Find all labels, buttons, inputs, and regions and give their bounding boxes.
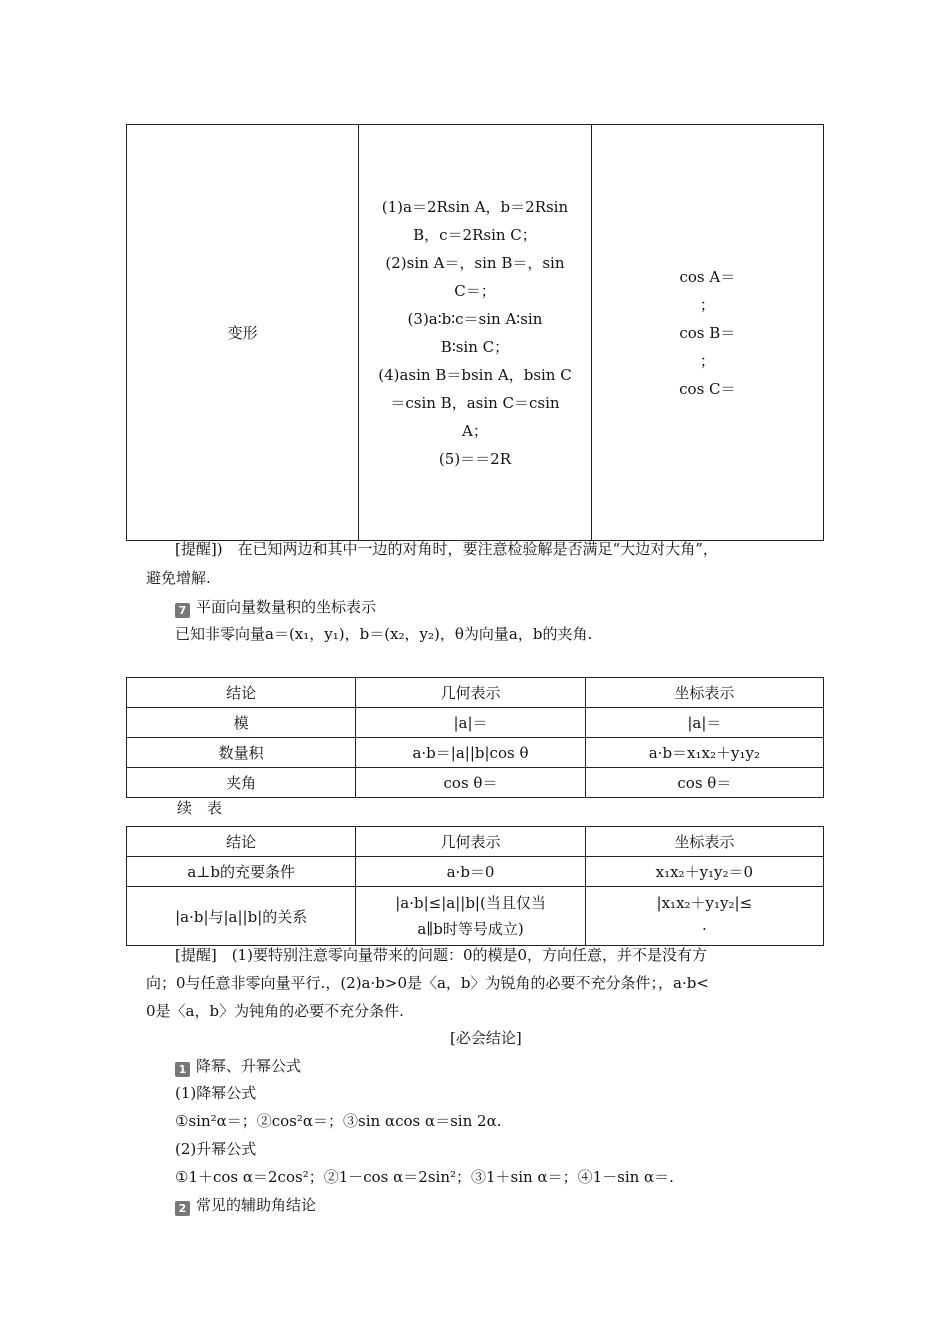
table-header-row — [127, 827, 824, 857]
section-1-sub2: (2)升幂公式 — [175, 1140, 257, 1158]
sine-rule-transforms — [359, 125, 591, 541]
continued-label: 续 表 — [177, 799, 223, 817]
sine-rule-line: (2)sin A＝，sin B＝，sin — [385, 253, 565, 272]
reminder-1-line2: 避免增解. — [146, 569, 211, 587]
section-7-heading — [175, 596, 376, 618]
table-row — [127, 768, 824, 798]
section-1-formula2: ①1＋cos α＝2cos²；②1－cos α＝2sin²；③1＋sin α＝；④1－sin α＝. — [175, 1168, 674, 1186]
cosine-rule-line: cos B＝ — [679, 323, 736, 342]
table-row — [127, 708, 824, 738]
header-geometric: 几何表示 — [356, 678, 585, 708]
section-2-heading — [175, 1194, 316, 1216]
cosine-rule-lines — [592, 263, 823, 403]
cell-line: · — [701, 920, 707, 938]
table-row — [127, 857, 824, 887]
cell-line: a∥b时等号成立) — [417, 920, 524, 938]
reminder-1-line1: [提醒]) 在已知两边和其中一边的对角时，要注意检验解是否满足“大边对大角”， — [175, 540, 718, 558]
cell-line: |x₁x₂＋y₁y₂|≤ — [656, 894, 753, 912]
sine-rule-line: (5)＝＝2R — [438, 449, 512, 468]
section-1-formula1: ①sin²α＝；②cos²α＝；③sin αcos α＝sin 2α. — [175, 1112, 502, 1130]
section-2-title: 常见的辅助角结论 — [196, 1196, 317, 1214]
geometric-cell — [356, 887, 585, 946]
coordinate-cell — [585, 887, 823, 946]
reminder-2-line3: 0是〈a，b〉为钝角的必要不充分条件. — [146, 1002, 404, 1020]
sine-rule-line: (1)a＝2Rsin A，b＝2Rsin — [381, 197, 569, 216]
sine-rule-line: A； — [462, 421, 488, 440]
coordinate-cell: |a|＝ — [585, 708, 823, 738]
sine-rule-line: B，c＝2Rsin C； — [413, 225, 537, 244]
section-7-title: 平面向量数量积的坐标表示 — [196, 598, 377, 616]
transform-table — [126, 124, 824, 541]
row-label: a⊥b的充要条件 — [127, 857, 356, 887]
section-number-icon: 1 — [175, 1062, 190, 1077]
section-1-title: 降幂、升幂公式 — [196, 1057, 302, 1075]
section-1-heading — [175, 1055, 301, 1077]
row-label: 夹角 — [127, 768, 356, 798]
geometric-cell: a·b＝|a||b|cos θ — [356, 738, 585, 768]
header-conclusion: 结论 — [127, 678, 356, 708]
geometric-cell: |a|＝ — [356, 708, 585, 738]
conclusions-title: [必会结论] — [450, 1029, 522, 1047]
sine-rule-line: (3)a∶b∶c＝sin A∶sin — [407, 309, 543, 328]
cosine-rule-line: ； — [699, 351, 715, 370]
reminder-2-line1: [提醒] (1)要特别注意零向量带来的问题：0的模是0，方向任意，并不是没有方 — [175, 946, 708, 964]
dot-product-table-continued — [126, 826, 824, 946]
table-row — [127, 887, 824, 946]
section-7-intro: 已知非零向量a＝(x₁，y₁)，b＝(x₂，y₂)，θ为向量a，b的夹角. — [175, 625, 593, 643]
header-geometric: 几何表示 — [356, 827, 585, 857]
section-1-sub1: (1)降幂公式 — [175, 1084, 257, 1102]
cosine-rule-line: cos C＝ — [679, 379, 736, 398]
reminder-2-line2: 向；0与任意非零向量平行.，(2)a·b>0是〈a，b〉为锐角的必要不充分条件；，a·b< — [146, 974, 709, 992]
geometric-cell: cos θ＝ — [356, 768, 585, 798]
table-row — [127, 738, 824, 768]
header-conclusion: 结论 — [127, 827, 356, 857]
sine-rule-line: B∶sin C； — [440, 337, 510, 356]
geometric-cell: a·b＝0 — [356, 857, 585, 887]
row-label: 模 — [127, 708, 356, 738]
row-label: |a·b|与|a||b|的关系 — [127, 887, 356, 946]
table-header-row — [127, 678, 824, 708]
sine-rule-line: C＝； — [454, 281, 496, 300]
cosine-rule-line: cos A＝ — [679, 267, 736, 286]
row-label: 数量积 — [127, 738, 356, 768]
cosine-rule-transforms — [591, 125, 823, 541]
cosine-rule-line: ； — [699, 295, 715, 314]
header-coordinate: 坐标表示 — [585, 678, 823, 708]
coordinate-cell: x₁x₂＋y₁y₂＝0 — [585, 857, 823, 887]
header-coordinate: 坐标表示 — [585, 827, 823, 857]
sine-rule-line: ＝csin B，asin C＝csin — [390, 393, 560, 412]
section-number-icon: 7 — [175, 603, 190, 618]
dot-product-table — [126, 677, 824, 798]
coordinate-cell: cos θ＝ — [585, 768, 823, 798]
sine-rule-line: (4)asin B＝bsin A，bsin C — [378, 365, 572, 384]
section-number-icon: 2 — [175, 1201, 190, 1216]
coordinate-cell: a·b＝x₁x₂＋y₁y₂ — [585, 738, 823, 768]
transform-label: 变形 — [127, 125, 359, 541]
cell-line: |a·b|≤|a||b|(当且仅当 — [395, 894, 546, 912]
sine-rule-lines — [359, 193, 590, 473]
